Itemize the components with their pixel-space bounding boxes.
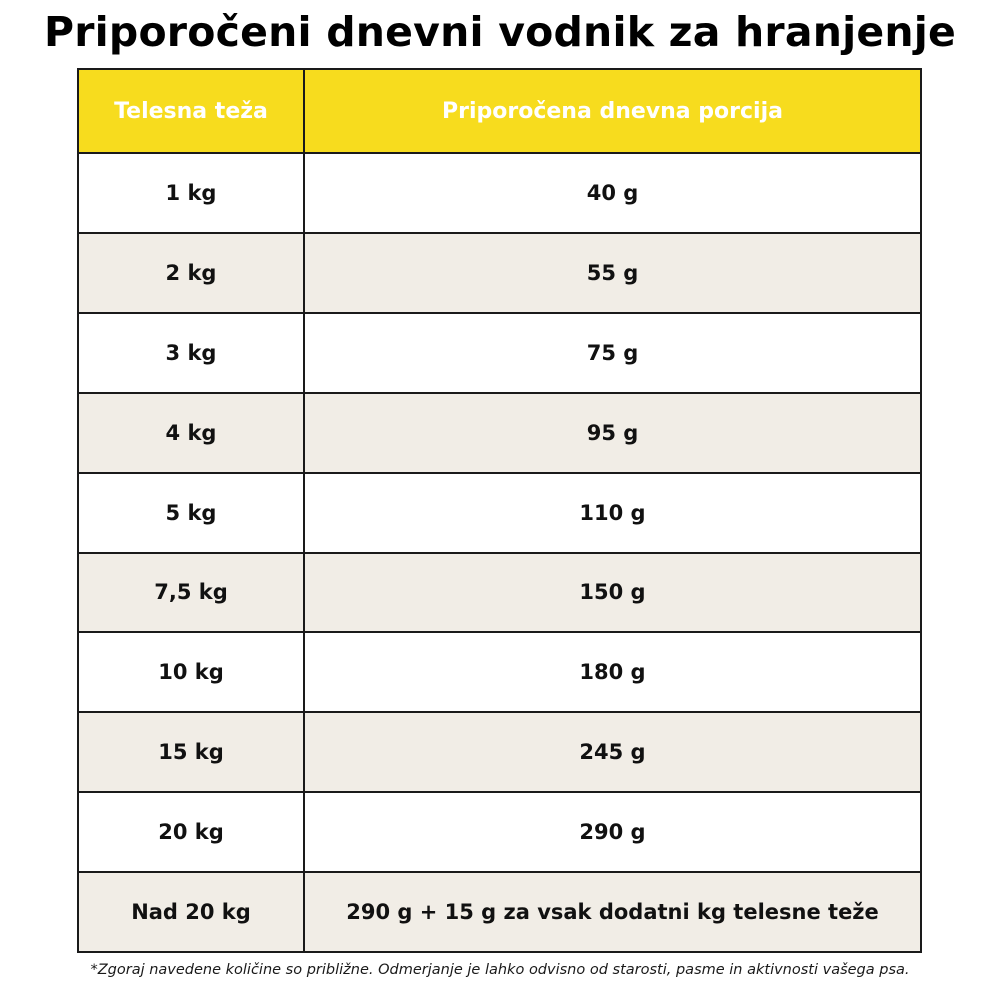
table-cell-portion: 75 g — [305, 314, 920, 392]
table-cell-portion: 95 g — [305, 394, 920, 472]
page-title: Priporočeni dnevni vodnik za hranjenje — [43, 8, 957, 56]
table-cell-weight: 5 kg — [79, 474, 303, 552]
column-header-portion: Priporočena dnevna porcija — [305, 70, 920, 152]
table-cell-weight: 7,5 kg — [79, 554, 303, 632]
table-cell-portion: 40 g — [305, 154, 920, 232]
table-cell-weight: 4 kg — [79, 394, 303, 472]
table-cell-weight: 3 kg — [79, 314, 303, 392]
table-cell-portion: 55 g — [305, 234, 920, 312]
table-cell-portion: 180 g — [305, 633, 920, 711]
table-cell-portion: 245 g — [305, 713, 920, 791]
table-cell-portion: 290 g + 15 g za vsak dodatni kg telesne teže — [305, 873, 920, 951]
table-cell-weight: 10 kg — [79, 633, 303, 711]
table-cell-weight: Nad 20 kg — [79, 873, 303, 951]
footnote: *Zgoraj navedene količine so približne. Odmerjanje je lahko odvisno od starosti, pasme in aktivnosti vašega psa. — [90, 962, 910, 978]
table-cell-weight: 15 kg — [79, 713, 303, 791]
table-cell-portion: 290 g — [305, 793, 920, 871]
table-cell-weight: 20 kg — [79, 793, 303, 871]
table-cell-weight: 1 kg — [79, 154, 303, 232]
column-header-weight: Telesna teža — [79, 70, 303, 152]
table-cell-portion: 110 g — [305, 474, 920, 552]
table-cell-portion: 150 g — [305, 554, 920, 632]
table-cell-weight: 2 kg — [79, 234, 303, 312]
feeding-table — [77, 68, 922, 953]
